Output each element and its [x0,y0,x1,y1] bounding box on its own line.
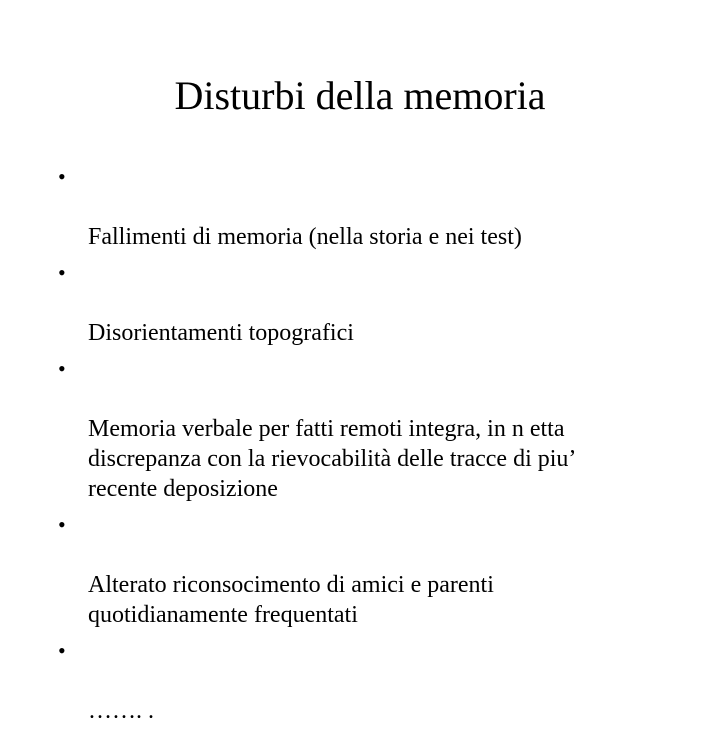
bullet-list [58,162,698,732]
bullet-text: Disorientamenti topografici [88,320,354,346]
bullet-item [58,636,698,726]
bullet-item [58,354,698,504]
bullet-dot-icon: • [58,260,66,285]
bullet-text: Fallimenti di memoria (nella storia e nei test) [88,224,522,250]
bullet-dot-icon: • [58,512,66,537]
bullet-dot-icon: • [58,356,66,381]
slide-title: Disturbi della memoria [174,73,546,118]
bullet-dot-icon: • [58,638,66,663]
bullet-item [58,510,698,630]
bullet-item [58,258,698,348]
bullet-dot-icon: • [58,164,66,189]
bullet-text: Memoria verbale per fatti remoti integra, in n etta discrepanza con la rievocabilità delle tracce di piu’ recente deposizione [88,416,577,502]
bullet-text: ……. . [88,698,154,724]
bullet-text: Alterato riconsocimento di amici e parenti quotidianamente frequentati [88,572,494,628]
bullet-item [58,162,698,252]
